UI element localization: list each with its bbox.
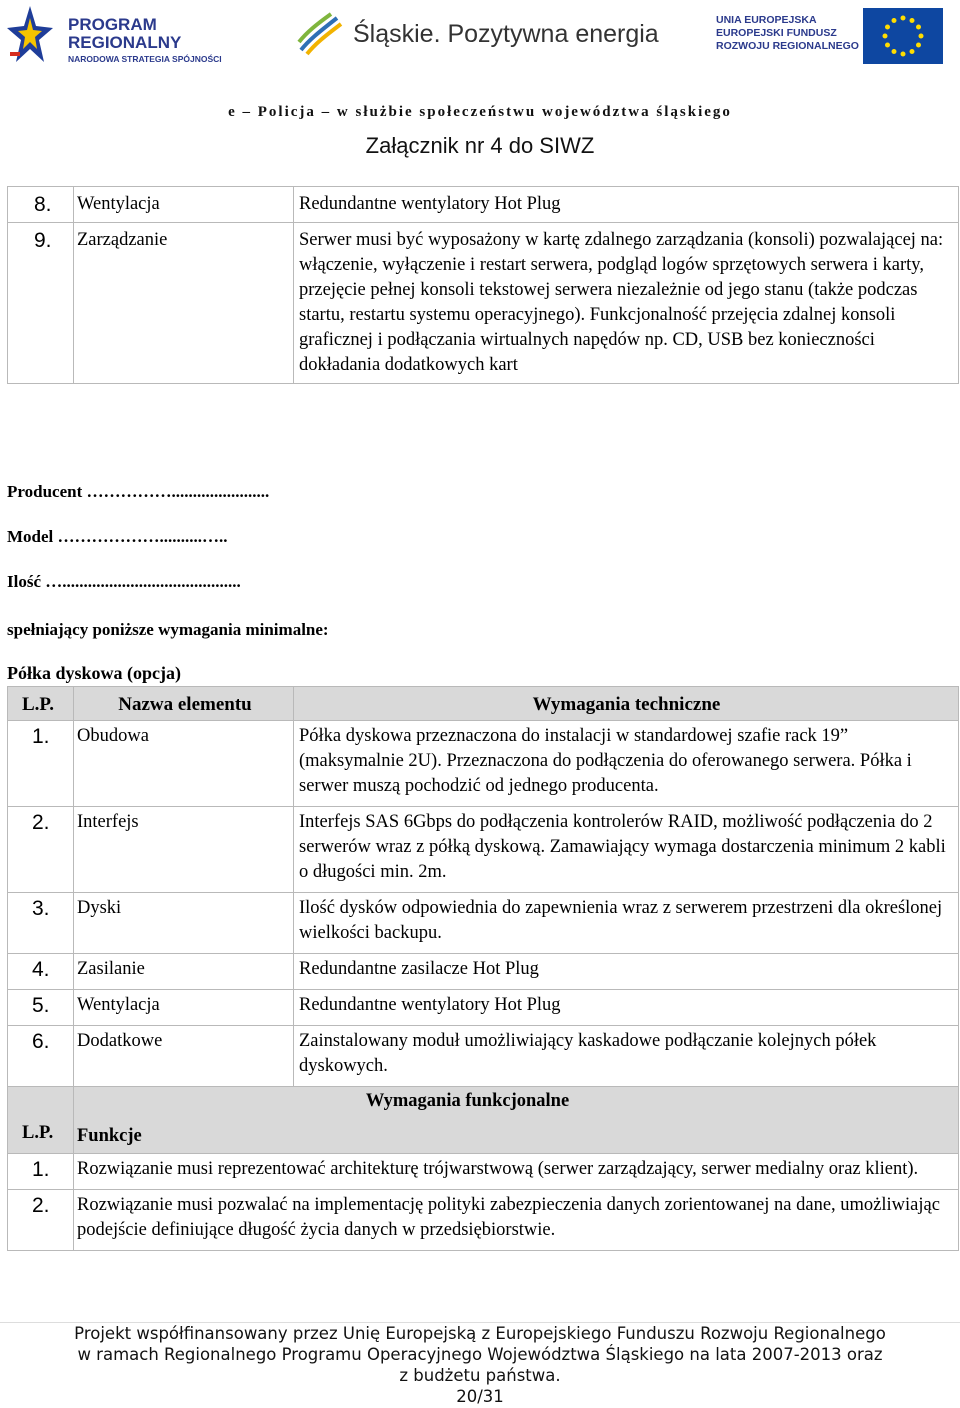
table-row xyxy=(8,223,959,384)
table-header-row xyxy=(8,687,959,721)
server-requirements-table xyxy=(7,186,959,384)
header-lp: L.P. xyxy=(8,687,74,721)
row-name: Dodatkowe xyxy=(74,1026,294,1087)
table-row xyxy=(8,954,959,990)
row-number: 1. xyxy=(8,721,74,807)
requirements-intro: spełniający poniższe wymagania minimalne: xyxy=(7,620,329,639)
program-line1: PROGRAM xyxy=(68,15,157,34)
row-requirement: Zainstalowany moduł umożliwiający kaskadowe podłączanie kolejnych półek dyskowych. xyxy=(294,1026,959,1087)
row-requirement: Redundantne wentylatory Hot Plug xyxy=(294,187,959,223)
row-name: Dyski xyxy=(74,893,294,954)
table-row xyxy=(8,1154,959,1190)
table-row xyxy=(8,187,959,223)
row-requirement: Redundantne wentylatory Hot Plug xyxy=(294,990,959,1026)
table-row xyxy=(8,721,959,807)
annex-title: Załącznik nr 4 do SIWZ xyxy=(365,133,595,158)
row-name: Wentylacja xyxy=(74,187,294,223)
row-number: 4. xyxy=(8,954,74,990)
ilosc-field: Ilość ….......................................... xyxy=(7,572,241,591)
slaskie-wave-icon xyxy=(297,10,345,60)
footer-line1: Projekt współfinansowany przez Unię Europejską z Europejskiego Funduszu Rozwoju Regionalnego xyxy=(74,1324,886,1343)
row-name: Zarządzanie xyxy=(74,223,294,384)
slaskie-logo xyxy=(297,10,677,60)
program-regionalny-logo xyxy=(6,4,226,66)
row-number: 1. xyxy=(8,1154,74,1190)
table-row xyxy=(8,990,959,1026)
row-requirement: Redundantne zasilacze Hot Plug xyxy=(294,954,959,990)
row-number: 9. xyxy=(8,223,74,384)
header-name: Nazwa elementu xyxy=(74,687,294,721)
project-title: e – Policja – w służbie społeczeństwu województwa śląskiego xyxy=(228,104,732,120)
row-name: Wentylacja xyxy=(74,990,294,1026)
logo-bar xyxy=(0,0,960,72)
eu-flag-icon xyxy=(863,8,943,64)
func-header-name: Funkcje xyxy=(77,1126,142,1146)
table-row xyxy=(8,807,959,893)
ue-line3: ROZWOJU REGIONALNEGO xyxy=(716,40,859,52)
func-header-cell xyxy=(74,1087,959,1154)
row-name: Obudowa xyxy=(74,721,294,807)
ue-line2: EUROPEJSKI FUNDUSZ xyxy=(716,27,837,39)
ue-line1: UNIA EUROPEJSKA xyxy=(716,14,817,26)
footer-line2: w ramach Regionalnego Programu Operacyjnego Województwa Śląskiego na lata 2007-2013 oraz xyxy=(77,1345,883,1364)
row-name: Zasilanie xyxy=(74,954,294,990)
section-title: Półka dyskowa (opcja) xyxy=(7,663,182,683)
row-number: 5. xyxy=(8,990,74,1026)
row-requirement: Serwer musi być wyposażony w kartę zdalnego zarządzania (konsoli) pozwalającej na: włączenie, wyłączenie i restart serwera, podgląd logów sprzętowych serwera i karty, przejęcie pełnej konsoli tekstowej serwera niezależnie od jego stanu (także podczas startu, restartu systemu operacyjnego). Funkcjonalność przejęcia zdalnej konsoli graficznej i podłączania wirtualnych napędów np. CD, USB bez konieczności dokładania dodatkowych kart xyxy=(294,223,959,384)
functional-header-row xyxy=(8,1087,959,1154)
table-row xyxy=(8,1026,959,1087)
row-requirement: Ilość dysków odpowiednia do zapewnienia wraz z serwerem przestrzeni dla określonej wielkości backupu. xyxy=(294,893,959,954)
slaskie-text: Śląskie. Pozytywna energia xyxy=(353,20,659,48)
row-number: 3. xyxy=(8,893,74,954)
row-number: 6. xyxy=(8,1026,74,1087)
row-function: Rozwiązanie musi pozwalać na implementację polityki zabezpieczenia danych zorientowanej na dane, umożliwiając podejście definiujące długość życia danych w przedsiębiorstwie. xyxy=(74,1190,959,1251)
table-row xyxy=(8,893,959,954)
program-line3: NARODOWA STRATEGIA SPÓJNOŚCI xyxy=(68,54,222,64)
row-number: 8. xyxy=(8,187,74,223)
producent-field: Producent ……………....................... xyxy=(7,482,270,501)
row-function: Rozwiązanie musi reprezentować architekturę trójwarstwową (serwer zarządzający, serwer medialny oraz klient). xyxy=(74,1154,959,1190)
func-header-title: Wymagania funkcjonalne xyxy=(365,1091,570,1111)
row-number: 2. xyxy=(8,1190,74,1251)
program-line2: REGIONALNY xyxy=(68,33,182,52)
row-number: 2. xyxy=(8,807,74,893)
footer-line3: z budżetu państwa. xyxy=(399,1366,561,1385)
footer xyxy=(0,1322,960,1407)
table-row xyxy=(8,1190,959,1251)
disk-shelf-table xyxy=(7,686,959,1251)
row-requirement: Półka dyskowa przeznaczona do instalacji w standardowej szafie rack 19” (maksymalnie 2U). Przeznaczona do podłączenia do oferowanego serwera. Półka i serwer muszą pochodzić od jednego producenta. xyxy=(294,721,959,807)
row-name: Interfejs xyxy=(74,807,294,893)
star-emblem-icon xyxy=(6,4,54,66)
page-number: 20/31 xyxy=(456,1387,504,1406)
model-field: Model ………………..........….. xyxy=(7,527,228,546)
row-requirement: Interfejs SAS 6Gbps do podłączenia kontrolerów RAID, możliwość podłączenia do 2 serwerów wraz z półką dyskową. Zamawiający wymaga dostarczenia minimum 2 kabli o długości min. 2m. xyxy=(294,807,959,893)
func-header-lp: L.P. xyxy=(8,1087,74,1154)
eu-logo xyxy=(714,8,946,68)
header-requirements: Wymagania techniczne xyxy=(294,687,959,721)
